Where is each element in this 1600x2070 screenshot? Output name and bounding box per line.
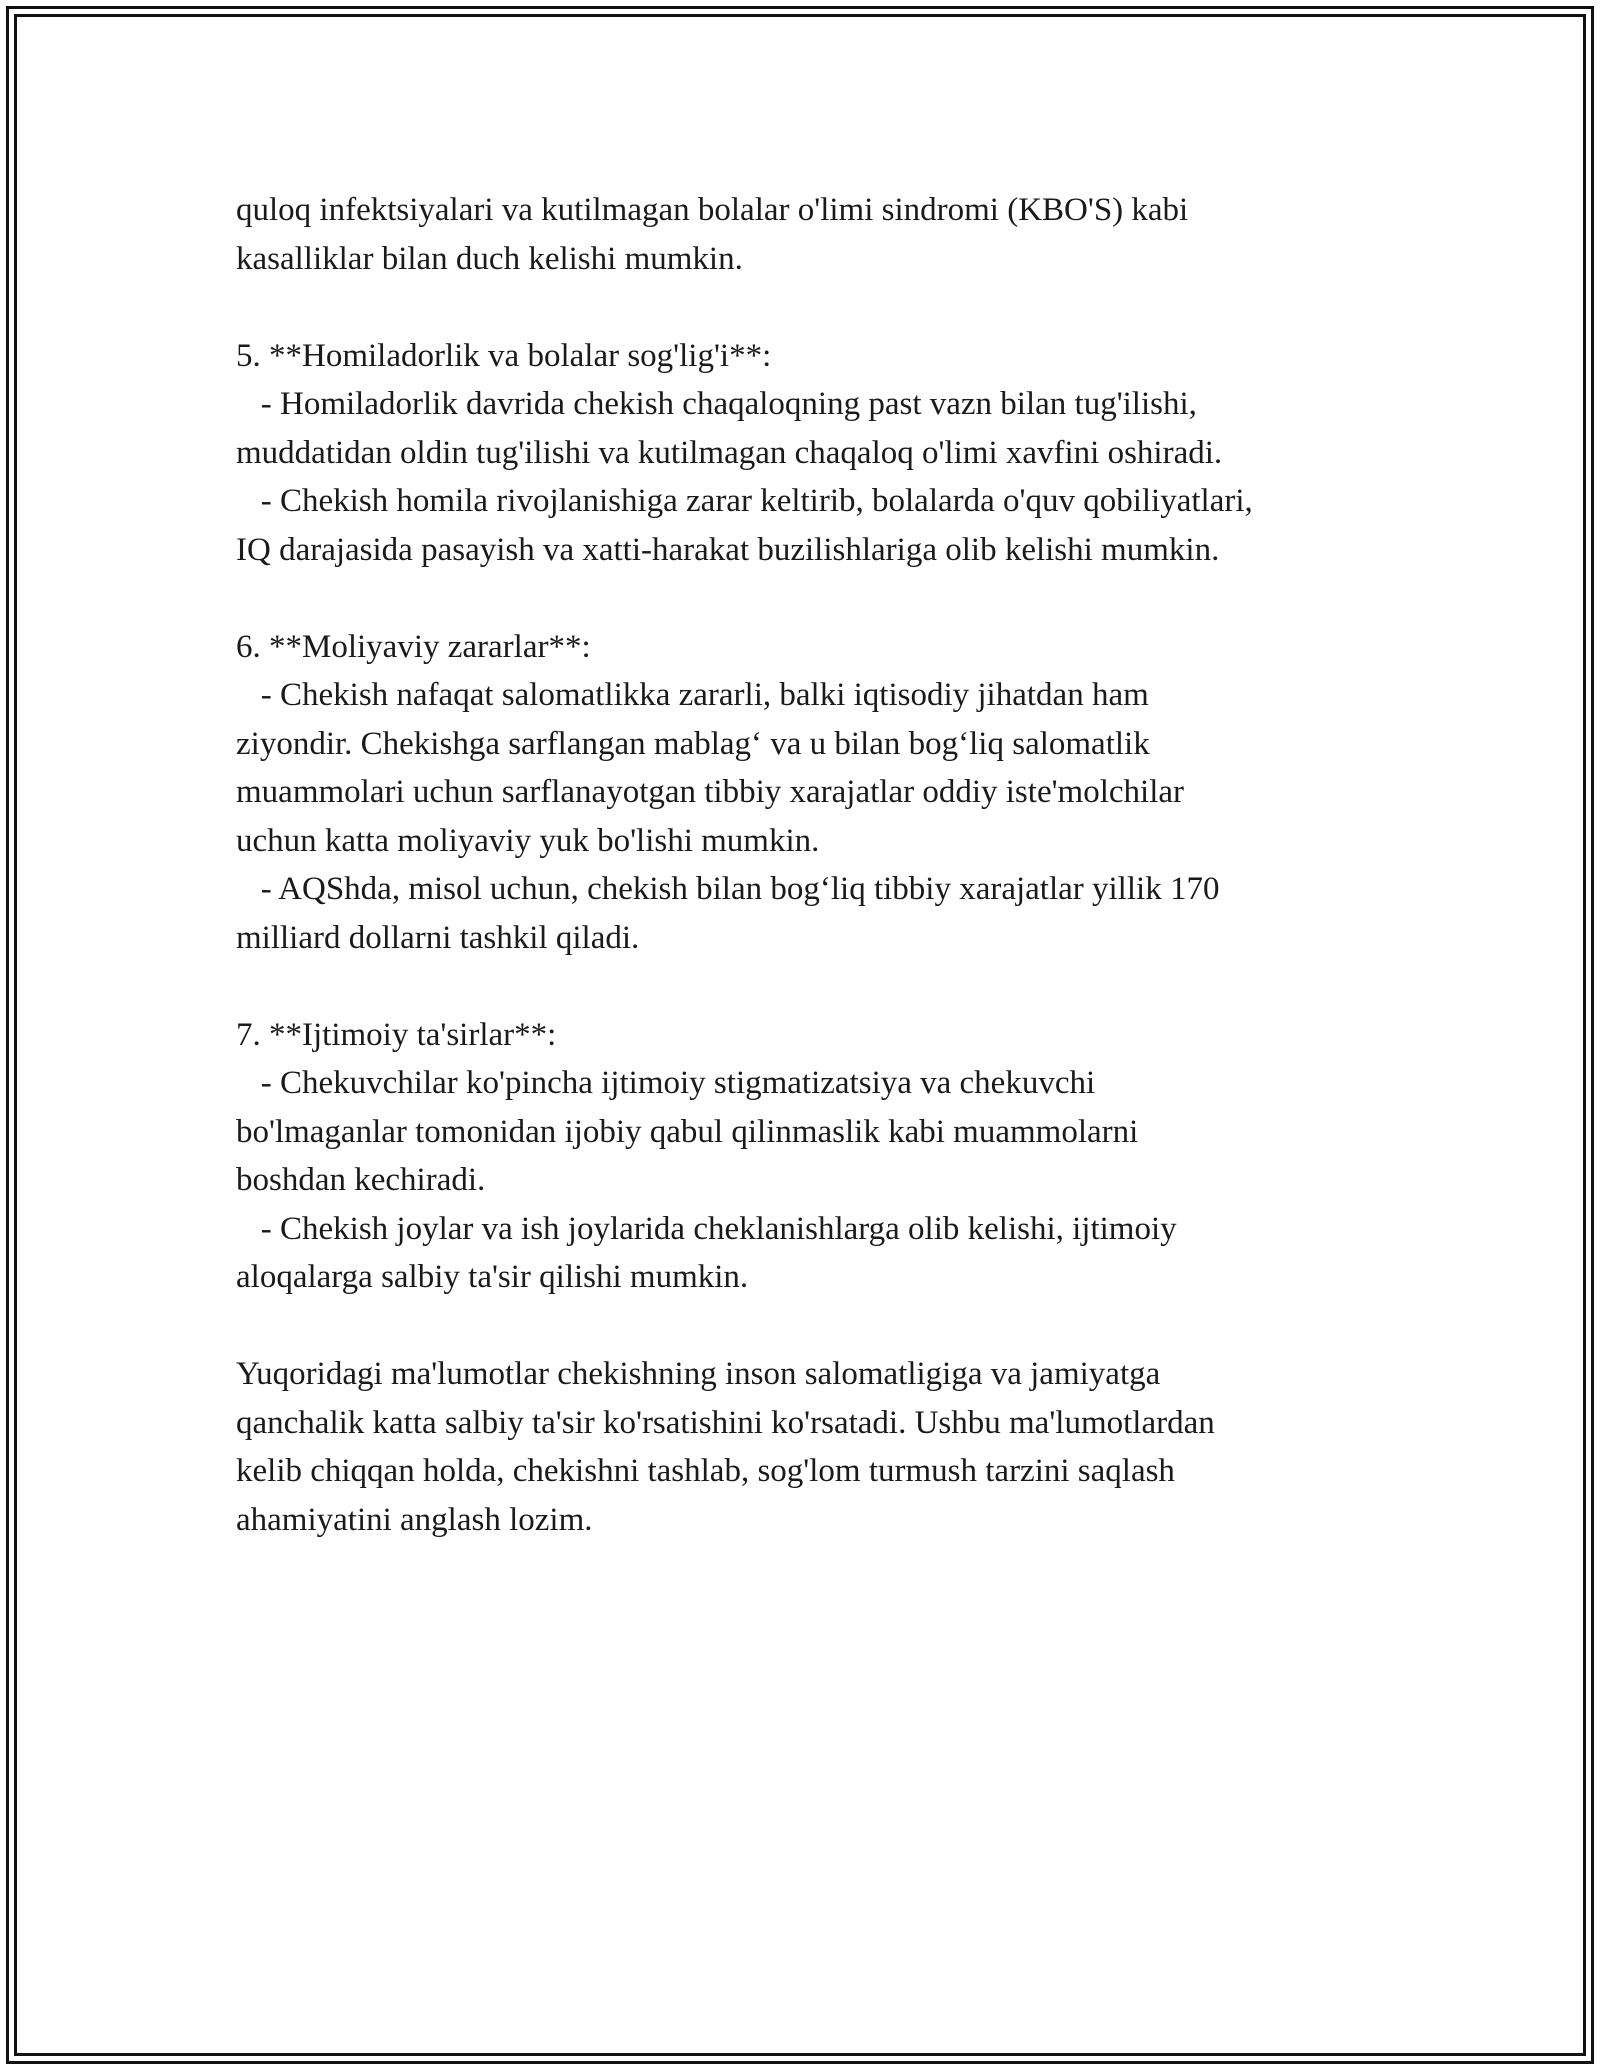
text-line: - AQShda, misol uchun, chekish bilan bog‘liq tibbiy xarajatlar yillik 170 xyxy=(236,871,1220,907)
text-line: muddatidan oldin tug'ilishi va kutilmagan chaqaloq o'limi xavfini oshiradi. xyxy=(236,434,1223,471)
conclusion-line: qanchalik katta salbiy ta'sir ko'rsatishini ko'rsatadi. Ushbu ma'lumotlardan xyxy=(236,1404,1215,1441)
text-line: quloq infektsiyalari va kutilmagan bolalar o'limi sindromi (KBO'S) kabi xyxy=(236,192,1189,228)
text-line: muammolari uchun sarflanayotgan tibbiy xarajatlar oddiy iste'molchilar xyxy=(236,774,1184,810)
text-line: kasalliklar bilan duch kelishi mumkin. xyxy=(236,240,743,277)
text-line: boshdan kechiradi. xyxy=(236,1162,486,1198)
blank-line xyxy=(236,962,1396,1011)
text-line: - Homiladorlik davrida chekish chaqaloqning past vazn bilan tug'ilishi, xyxy=(236,386,1197,422)
conclusion-line: ahamiyatini anglash lozim. xyxy=(236,1501,593,1538)
conclusion-line: kelib chiqqan holda, chekishni tashlab, sog'lom turmush tarzini saqlash xyxy=(236,1453,1175,1489)
blank-line xyxy=(236,283,1396,332)
text-line: uchun katta moliyaviy yuk bo'lishi mumkin. xyxy=(236,822,820,859)
section-heading: 7. **Ijtimoiy ta'sirlar**: xyxy=(236,1016,557,1053)
text-line: bo'lmaganlar tomonidan ijobiy qabul qilinmaslik kabi muammolarni xyxy=(236,1113,1139,1150)
text-line: - Chekish nafaqat salomatlikka zararli, balki iqtisodiy jihatdan ham xyxy=(236,677,1149,713)
text-line: milliard dollarni tashkil qiladi. xyxy=(236,919,640,956)
document-body xyxy=(236,186,1396,1544)
blank-line xyxy=(236,574,1396,623)
text-line: aloqalarga salbiy ta'sir qilishi mumkin. xyxy=(236,1259,749,1295)
text-line: ziyondir. Chekishga sarflangan mablag‘ va u bilan bog‘liq salomatlik xyxy=(236,725,1150,762)
section-heading: 6. **Moliyaviy zararlar**: xyxy=(236,628,591,665)
text-line: - Chekish joylar va ish joylarida cheklanishlarga olib kelishi, ijtimoiy xyxy=(236,1210,1177,1247)
conclusion-line: Yuqoridagi ma'lumotlar chekishning inson salomatligiga va jamiyatga xyxy=(236,1356,1161,1392)
text-line: - Chekish homila rivojlanishiga zarar keltirib, bolalarda o'quv qobiliyatlari, xyxy=(236,483,1253,519)
text-line: IQ darajasida pasayish va xatti-harakat buzilishlariga olib kelishi mumkin. xyxy=(236,531,1220,568)
section-heading: 5. **Homiladorlik va bolalar sog'lig'i**: xyxy=(236,337,772,374)
blank-line xyxy=(236,1302,1396,1351)
text-line: - Chekuvchilar ko'pincha ijtimoiy stigmatizatsiya va chekuvchi xyxy=(236,1065,1096,1101)
